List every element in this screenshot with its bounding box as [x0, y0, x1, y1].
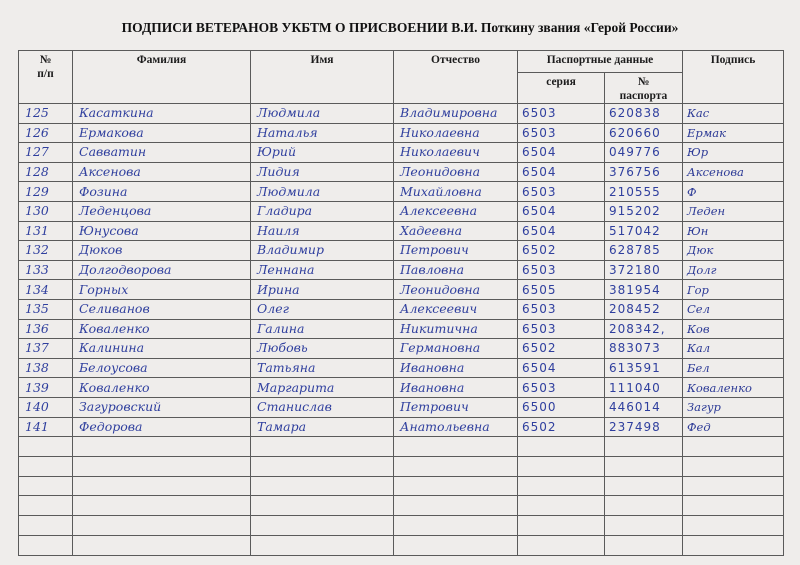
row-passport-number: 111040 — [605, 378, 683, 398]
empty-row — [19, 536, 784, 556]
empty-cell — [605, 496, 683, 516]
row-passport-number: 049776 — [605, 143, 683, 163]
empty-cell — [683, 437, 784, 457]
empty-cell — [19, 437, 73, 457]
empty-cell — [605, 516, 683, 536]
header-number-line2: п/п — [37, 68, 54, 80]
table-row — [19, 417, 784, 437]
empty-cell — [73, 437, 251, 457]
row-passport-number: 446014 — [605, 397, 683, 417]
row-passport-series: 6502 — [518, 339, 605, 359]
empty-cell — [19, 476, 73, 496]
row-name: Владимир — [251, 241, 394, 261]
row-passport-series: 6503 — [518, 319, 605, 339]
empty-row — [19, 496, 784, 516]
row-passport-number: 381954 — [605, 280, 683, 300]
row-passport-number: 620838 — [605, 104, 683, 124]
row-patronymic: Владимировна — [394, 104, 518, 124]
row-passport-series: 6503 — [518, 260, 605, 280]
row-surname: Фозина — [73, 182, 251, 202]
row-passport-number: 210555 — [605, 182, 683, 202]
row-passport-number: 517042 — [605, 221, 683, 241]
empty-cell — [73, 516, 251, 536]
row-passport-number: 613591 — [605, 358, 683, 378]
empty-row — [19, 437, 784, 457]
empty-cell — [394, 516, 518, 536]
row-signature: Ермак — [683, 123, 784, 143]
row-name: Галина — [251, 319, 394, 339]
row-name: Наиля — [251, 221, 394, 241]
header-name: Имя — [251, 51, 394, 104]
row-passport-series: 6505 — [518, 280, 605, 300]
row-surname: Юнусова — [73, 221, 251, 241]
row-signature: Дюк — [683, 241, 784, 261]
row-patronymic: Ивановна — [394, 358, 518, 378]
row-patronymic: Михайловна — [394, 182, 518, 202]
empty-cell — [394, 476, 518, 496]
row-surname: Федорова — [73, 417, 251, 437]
empty-cell — [73, 536, 251, 556]
row-passport-series: 6504 — [518, 143, 605, 163]
row-passport-number: 376756 — [605, 162, 683, 182]
row-passport-number: 915202 — [605, 201, 683, 221]
table-body — [19, 104, 784, 556]
empty-cell — [518, 536, 605, 556]
row-passport-series: 6502 — [518, 417, 605, 437]
empty-cell — [605, 476, 683, 496]
empty-row — [19, 476, 784, 496]
empty-cell — [683, 476, 784, 496]
row-patronymic: Хадеевна — [394, 221, 518, 241]
row-number: 139 — [19, 378, 73, 398]
row-signature: Загур — [683, 397, 784, 417]
row-patronymic: Леонидовна — [394, 162, 518, 182]
empty-cell — [518, 437, 605, 457]
row-passport-series: 6504 — [518, 201, 605, 221]
table-row — [19, 241, 784, 261]
row-passport-series: 6503 — [518, 182, 605, 202]
row-surname: Коваленко — [73, 319, 251, 339]
empty-cell — [683, 516, 784, 536]
row-number: 132 — [19, 241, 73, 261]
row-surname: Долгодворова — [73, 260, 251, 280]
row-patronymic: Николаевна — [394, 123, 518, 143]
header-number — [19, 51, 73, 104]
row-number: 136 — [19, 319, 73, 339]
table-row — [19, 123, 784, 143]
table-row — [19, 182, 784, 202]
row-number: 140 — [19, 397, 73, 417]
empty-cell — [518, 496, 605, 516]
empty-cell — [19, 496, 73, 516]
row-number: 137 — [19, 339, 73, 359]
row-surname: Горных — [73, 280, 251, 300]
row-signature: Юр — [683, 143, 784, 163]
row-name: Леннана — [251, 260, 394, 280]
empty-cell — [394, 437, 518, 457]
row-signature: Кас — [683, 104, 784, 124]
signatures-table — [18, 50, 784, 556]
header-passport-number — [605, 73, 683, 104]
row-passport-series: 6503 — [518, 299, 605, 319]
header-signature: Подпись — [683, 51, 784, 104]
row-number: 129 — [19, 182, 73, 202]
header-number-line1: № — [39, 54, 52, 66]
row-signature: Аксенова — [683, 162, 784, 182]
table-row — [19, 397, 784, 417]
row-passport-series: 6503 — [518, 123, 605, 143]
row-passport-series: 6504 — [518, 162, 605, 182]
empty-row — [19, 456, 784, 476]
empty-cell — [518, 516, 605, 536]
row-signature: Кал — [683, 339, 784, 359]
row-signature: Коваленко — [683, 378, 784, 398]
row-passport-number: 883073 — [605, 339, 683, 359]
row-signature: Гор — [683, 280, 784, 300]
empty-cell — [73, 496, 251, 516]
empty-cell — [394, 496, 518, 516]
row-passport-series: 6504 — [518, 358, 605, 378]
row-name: Наталья — [251, 123, 394, 143]
empty-cell — [251, 516, 394, 536]
empty-cell — [73, 456, 251, 476]
table-row — [19, 143, 784, 163]
row-name: Юрий — [251, 143, 394, 163]
row-name: Людмила — [251, 182, 394, 202]
empty-cell — [19, 536, 73, 556]
empty-cell — [19, 456, 73, 476]
row-name: Тамара — [251, 417, 394, 437]
row-surname: Аксенова — [73, 162, 251, 182]
header-passport-number-line2: паспорта — [619, 90, 668, 102]
row-passport-number: 372180 — [605, 260, 683, 280]
row-patronymic: Петрович — [394, 241, 518, 261]
row-patronymic: Германовна — [394, 339, 518, 359]
empty-cell — [251, 437, 394, 457]
table-row — [19, 319, 784, 339]
empty-cell — [251, 476, 394, 496]
empty-cell — [605, 536, 683, 556]
row-number: 128 — [19, 162, 73, 182]
table-row — [19, 299, 784, 319]
row-patronymic: Алексеевна — [394, 201, 518, 221]
row-patronymic: Петрович — [394, 397, 518, 417]
empty-cell — [683, 456, 784, 476]
row-passport-series: 6502 — [518, 241, 605, 261]
table-row — [19, 104, 784, 124]
empty-cell — [518, 476, 605, 496]
row-name: Лидия — [251, 162, 394, 182]
header-patronymic: Отчество — [394, 51, 518, 104]
row-passport-number: 208342, — [605, 319, 683, 339]
row-signature: Ф — [683, 182, 784, 202]
row-passport-number: 208452 — [605, 299, 683, 319]
row-passport-series: 6504 — [518, 221, 605, 241]
row-number: 130 — [19, 201, 73, 221]
row-surname: Калинина — [73, 339, 251, 359]
row-signature: Сел — [683, 299, 784, 319]
row-signature: Юн — [683, 221, 784, 241]
row-surname: Савватин — [73, 143, 251, 163]
row-surname: Белоусова — [73, 358, 251, 378]
row-signature: Ков — [683, 319, 784, 339]
row-signature: Фед — [683, 417, 784, 437]
row-passport-series: 6503 — [518, 378, 605, 398]
empty-row — [19, 516, 784, 536]
row-name: Олег — [251, 299, 394, 319]
row-surname: Дюков — [73, 241, 251, 261]
row-name: Станислав — [251, 397, 394, 417]
row-signature: Леден — [683, 201, 784, 221]
row-passport-number: 628785 — [605, 241, 683, 261]
table-row — [19, 221, 784, 241]
header-passport-number-line1: № — [637, 76, 650, 88]
empty-cell — [683, 496, 784, 516]
empty-cell — [73, 476, 251, 496]
row-passport-series: 6500 — [518, 397, 605, 417]
row-number: 135 — [19, 299, 73, 319]
row-number: 126 — [19, 123, 73, 143]
header-series: серия — [518, 73, 605, 104]
row-number: 138 — [19, 358, 73, 378]
empty-cell — [251, 536, 394, 556]
table-row — [19, 201, 784, 221]
row-patronymic: Анатольевна — [394, 417, 518, 437]
row-patronymic: Алексеевич — [394, 299, 518, 319]
empty-cell — [605, 456, 683, 476]
document-title: ПОДПИСИ ВЕТЕРАНОВ УКБТМ О ПРИСВОЕНИИ В.И. Поткину звания «Герой России» — [121, 20, 679, 35]
row-signature: Долг — [683, 260, 784, 280]
empty-cell — [518, 456, 605, 476]
row-passport-number: 237498 — [605, 417, 683, 437]
row-passport-number: 620660 — [605, 123, 683, 143]
row-patronymic: Леонидовна — [394, 280, 518, 300]
row-surname: Коваленко — [73, 378, 251, 398]
table-row — [19, 358, 784, 378]
row-patronymic: Ивановна — [394, 378, 518, 398]
row-name: Татьяна — [251, 358, 394, 378]
row-surname: Леденцова — [73, 201, 251, 221]
empty-cell — [19, 516, 73, 536]
table-row — [19, 162, 784, 182]
empty-cell — [605, 437, 683, 457]
table-row — [19, 280, 784, 300]
row-surname: Касаткина — [73, 104, 251, 124]
table-row — [19, 378, 784, 398]
table-row — [19, 260, 784, 280]
row-signature: Бел — [683, 358, 784, 378]
empty-cell — [251, 496, 394, 516]
empty-cell — [394, 536, 518, 556]
row-patronymic: Николаевич — [394, 143, 518, 163]
row-number: 125 — [19, 104, 73, 124]
row-name: Ирина — [251, 280, 394, 300]
row-surname: Загуровский — [73, 397, 251, 417]
empty-cell — [683, 536, 784, 556]
table-row — [19, 339, 784, 359]
row-patronymic: Никитична — [394, 319, 518, 339]
row-name: Гладира — [251, 201, 394, 221]
row-name: Маргарита — [251, 378, 394, 398]
empty-cell — [251, 456, 394, 476]
row-patronymic: Павловна — [394, 260, 518, 280]
row-name: Людмила — [251, 104, 394, 124]
header-passport-data: Паспортные данные — [518, 51, 683, 73]
row-number: 131 — [19, 221, 73, 241]
row-number: 134 — [19, 280, 73, 300]
row-number: 141 — [19, 417, 73, 437]
row-surname: Селиванов — [73, 299, 251, 319]
row-number: 133 — [19, 260, 73, 280]
row-number: 127 — [19, 143, 73, 163]
empty-cell — [394, 456, 518, 476]
header-surname: Фамилия — [73, 51, 251, 104]
row-name: Любовь — [251, 339, 394, 359]
row-passport-series: 6503 — [518, 104, 605, 124]
row-surname: Ермакова — [73, 123, 251, 143]
